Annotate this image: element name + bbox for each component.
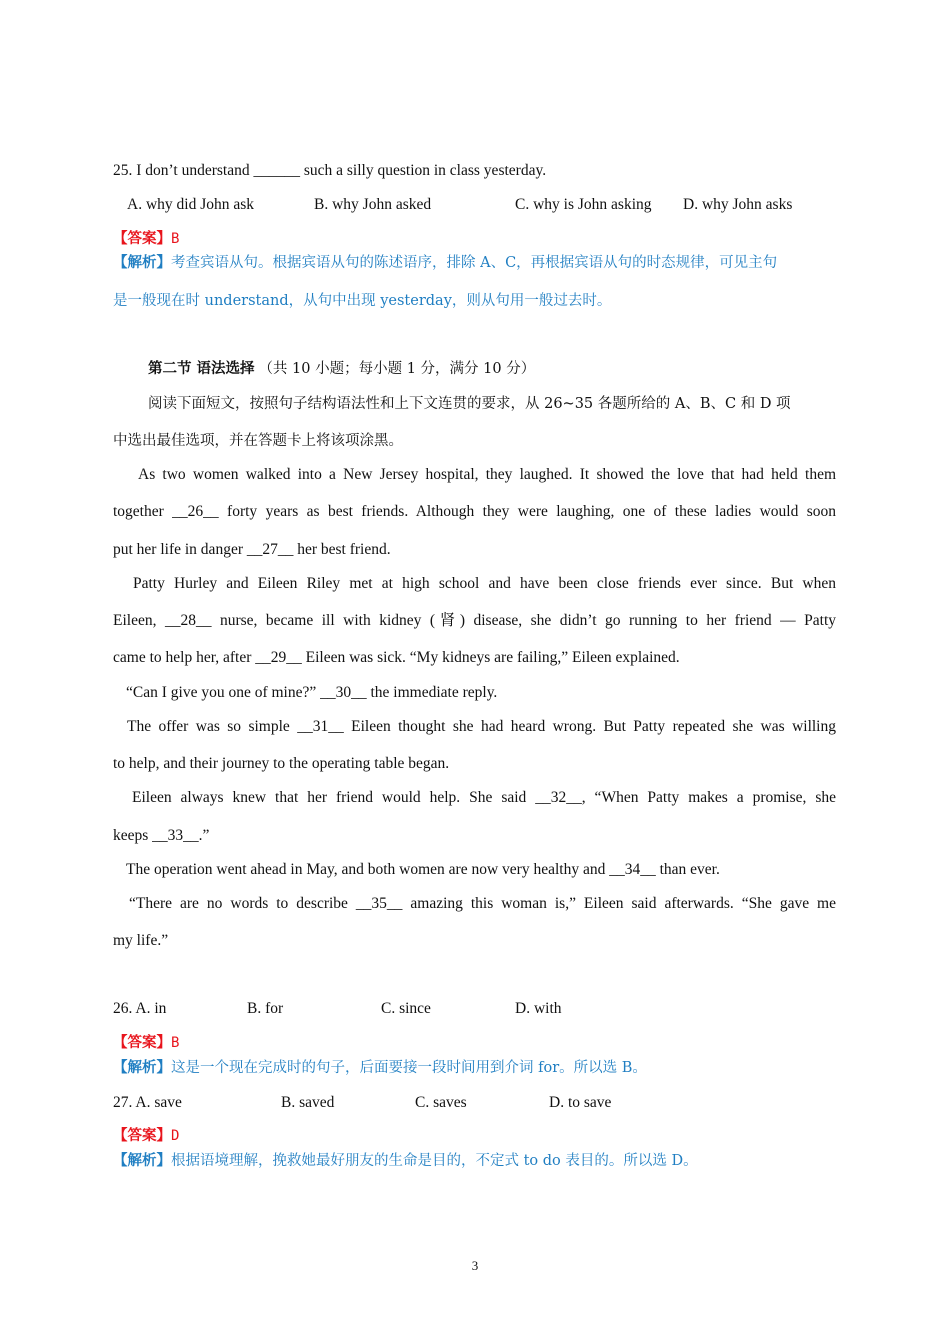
passage-line: together __26__ forty years as best friends. Although they were laughing, one of these ladies would soon <box>113 503 836 520</box>
answer-tag: 【答案】 <box>113 1034 171 1051</box>
section-instruction-line2: 中选出最佳选项，并在答题卡上将该项涂黑。 <box>113 433 403 449</box>
q25-option-b: B. why John asked <box>314 196 432 213</box>
q27-option-b: B. saved <box>281 1094 335 1111</box>
q25-option-d: D. why John asks <box>683 196 793 213</box>
passage-line: The offer was so simple __31__ Eileen thought she had heard wrong. But Patty repeated she was willing <box>127 718 836 735</box>
answer-value: B <box>171 231 180 247</box>
passage-line: Eileen, __28__ nurse, became ill with kidney (肾) disease, she didn’t go running to her friend — Patty <box>113 612 836 629</box>
analysis-text: 根据语境理解，挽救她最好朋友的生命是目的，不定式 to do 表目的。所以选 D。 <box>171 1153 698 1169</box>
q25-option-c: C. why is John asking <box>515 196 652 213</box>
q26-option-a: 26. A. in <box>113 1000 167 1017</box>
analysis-tag: 【解析】 <box>113 1059 171 1076</box>
q26-answer <box>113 1033 838 1053</box>
passage-line: The operation went ahead in May, and both women are now very healthy and __34__ than ever. <box>126 861 720 878</box>
q25-analysis-line1 <box>113 253 838 273</box>
passage-line: Patty Hurley and Eileen Riley met at high school and have been close friends ever since. But when <box>133 575 836 592</box>
analysis-tag: 【解析】 <box>113 1152 171 1169</box>
section-title: 第二节 语法选择 <box>148 360 255 377</box>
q27-option-c: C. saves <box>415 1094 467 1111</box>
answer-value: B <box>171 1035 180 1051</box>
section-instruction-line1: 阅读下面短文，按照句子结构语法性和上下文连贯的要求，从 26~35 各题所给的 A、B、C 和 D 项 <box>148 396 791 412</box>
passage-line: to help, and their journey to the operating table began. <box>113 755 450 772</box>
q25-stem: 25. I don’t understand ______ such a silly question in class yesterday. <box>113 162 547 179</box>
q27-option-d: D. to save <box>549 1094 612 1111</box>
page-number: 3 <box>471 1258 479 1273</box>
passage-line: put her life in danger __27__ her best friend. <box>113 541 391 558</box>
q25-analysis-line2: 是一般现在时 understand，从句中出现 yesterday，则从句用一般过去时。 <box>113 293 612 309</box>
q27-answer <box>113 1126 838 1146</box>
q27-option-a: 27. A. save <box>113 1094 182 1111</box>
passage-line: “There are no words to describe __35__ amazing this woman is,” Eileen said afterwards. “She gave me <box>129 895 836 912</box>
section-note: （共 10 小题；每小题 1 分，满分 10 分） <box>258 361 536 377</box>
analysis-text: 考查宾语从句。根据宾语从句的陈述语序，排除 A、C，再根据宾语从句的时态规律，可见主句 <box>171 255 778 271</box>
answer-value: D <box>171 1128 180 1144</box>
analysis-text: 这是一个现在完成时的句子，后面要接一段时间用到介词 for。所以选 B。 <box>171 1060 647 1076</box>
q25-answer <box>113 229 838 249</box>
q26-option-d: D. with <box>515 1000 562 1017</box>
answer-tag: 【答案】 <box>113 1127 171 1144</box>
analysis-tag: 【解析】 <box>113 254 171 271</box>
section-heading <box>148 359 873 379</box>
q26-option-b: B. for <box>247 1000 284 1017</box>
q26-analysis <box>113 1058 838 1078</box>
q27-analysis <box>113 1151 838 1171</box>
passage-line: came to help her, after __29__ Eileen was sick. “My kidneys are failing,” Eileen explained. <box>113 649 680 666</box>
passage-line: keeps __33__.” <box>113 827 210 844</box>
passage-line: “Can I give you one of mine?” __30__ the immediate reply. <box>126 684 498 701</box>
q26-option-c: C. since <box>381 1000 431 1017</box>
passage-line: Eileen always knew that her friend would help. She said __32__, “When Patty makes a promise, she <box>132 789 836 806</box>
q25-option-a: A. why did John ask <box>127 196 255 213</box>
passage-line: As two women walked into a New Jersey hospital, they laughed. It showed the love that had held them <box>138 466 836 483</box>
passage-line: my life.” <box>113 932 169 949</box>
answer-tag: 【答案】 <box>113 230 171 247</box>
